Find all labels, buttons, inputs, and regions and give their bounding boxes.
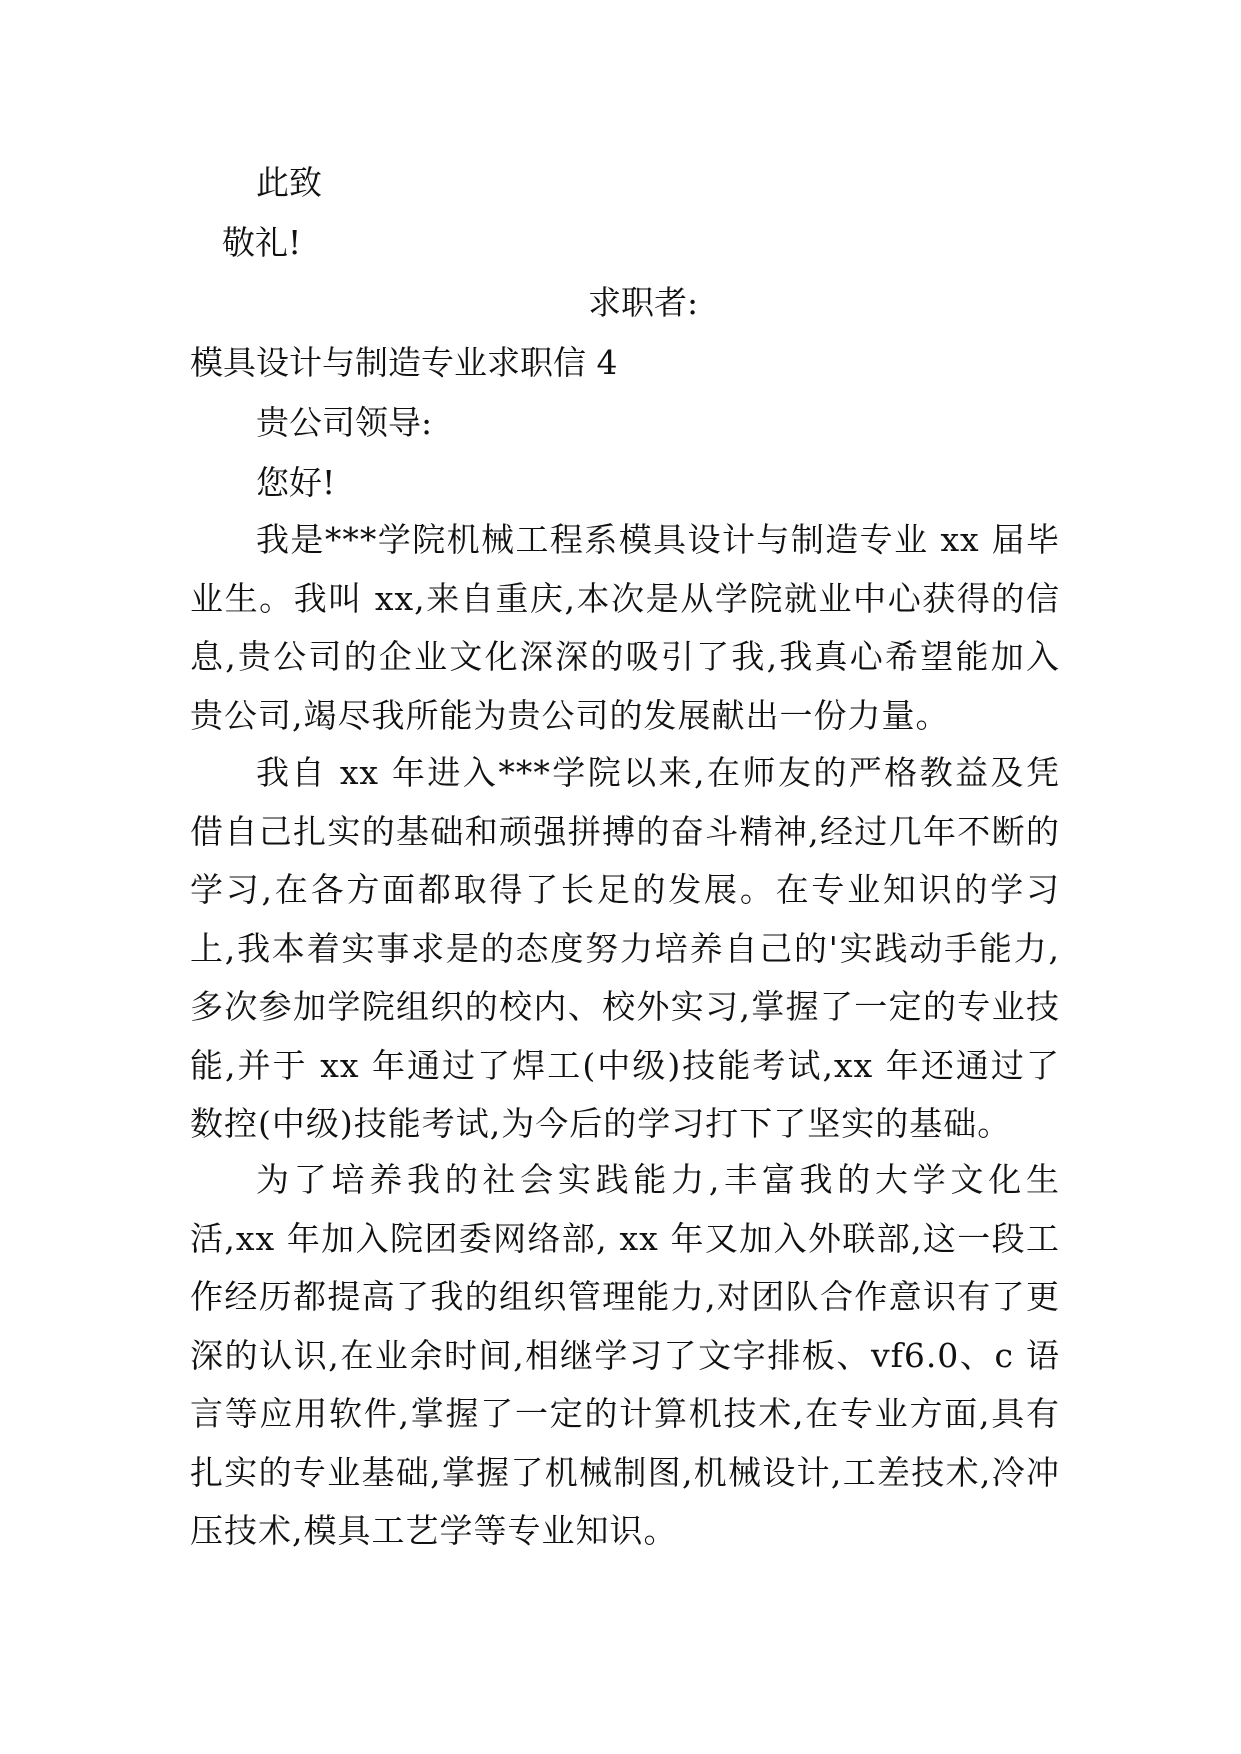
body-paragraph-1: 我是***学院机械工程系模具设计与制造专业 xx 届毕业生。我叫 xx,来自重庆,本次是从学院就业中心获得的信息,贵公司的企业文化深深的吸引了我,我真心希望能加入贵公司,竭尽我所能为贵公司的发展献出一份力量。 [190,520,1060,735]
closing-jing-li: 敬礼! [222,223,302,262]
letter-salutation: 贵公司领导: [256,403,433,442]
applicant-signature-label: 求职者: [588,283,699,322]
letter-title: 模具设计与制造专业求职信 4 [190,343,618,382]
body-paragraph-3: 为了培养我的社会实践能力,丰富我的大学文化生活,xx 年加入院团委网络部, xx 年又加入外联部,这一段工作经历都提高了我的组织管理能力,对团队合作意识有了更深的认识,在业余时间,相继学习了文字排板、vf6.0、c 语言等应用软件,掌握了一定的计算机技术,在专业方面,具有扎实的专业基础,掌握了机械制图,机械设计,工差技术,冷冲压技术,模具工艺学等专业知识。 [190,1160,1060,1550]
letter-greeting: 您好! [256,463,336,502]
closing-ci-zhi: 此致 [256,163,322,202]
body-paragraph-2: 我自 xx 年进入***学院以来,在师友的严格教益及凭借自己扎实的基础和顽强拼搏的奋斗精神,经过几年不断的学习,在各方面都取得了长足的发展。在专业知识的学习上,我本着实事求是的态度努力培养自己的'实践动手能力,多次参加学院组织的校内、校外实习,掌握了一定的专业技能,并于 xx 年通过了焊工(中级)技能考试,xx 年还通过了数控(中级)技能考试,为今后的学习打下了坚实的基础。 [190,753,1060,1143]
